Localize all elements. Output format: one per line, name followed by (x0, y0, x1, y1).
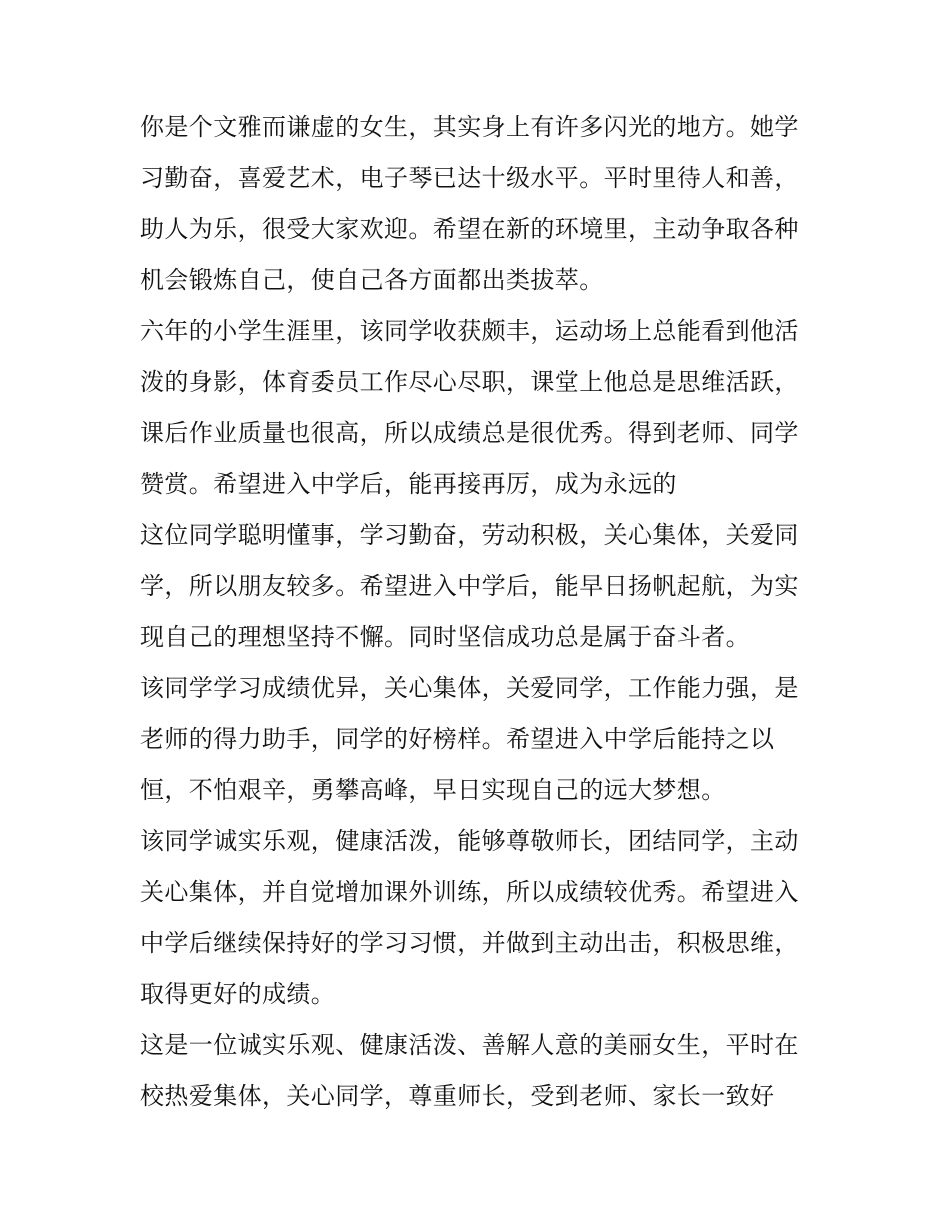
text-line: 关心集体，并自觉增加课外训练，所以成绩较优秀。希望进入 (140, 878, 799, 906)
text-line: 机会锻炼自己，使自己各方面都出类拔萃。 (140, 266, 604, 294)
text-line: 该同学诚实乐观，健康活泼，能够尊敬师长，团结同学，主动 (140, 827, 799, 855)
paragraph-4 (140, 663, 840, 816)
document-body (140, 102, 840, 1122)
paragraph-6 (140, 1020, 840, 1122)
text-line: 六年的小学生涯里，该同学收获颇丰，运动场上总能看到他活 (140, 317, 799, 345)
text-line: 现自己的理想坚持不懈。同时坚信成功总是属于奋斗者。 (140, 623, 750, 651)
paragraph-1 (140, 102, 840, 306)
text-line: 校热爱集体，关心同学，尊重师长，受到老师、家长一致好 (140, 1082, 775, 1110)
text-line: 该同学学习成绩优异，关心集体，关爱同学，工作能力强，是 (140, 674, 799, 702)
text-line: 这是一位诚实乐观、健康活泼、善解人意的美丽女生，平时在 (140, 1031, 799, 1059)
text-line: 取得更好的成绩。 (140, 980, 336, 1008)
text-line: 这位同学聪明懂事，学习勤奋，劳动积极，关心集体，关爱同 (140, 521, 799, 549)
text-line: 中学后继续保持好的学习习惯，并做到主动出击，积极思维， (140, 929, 799, 957)
paragraph-5 (140, 816, 840, 1020)
text-line: 泼的身影，体育委员工作尽心尽职，课堂上他总是思维活跃， (140, 368, 799, 396)
paragraph-3 (140, 510, 840, 663)
text-line: 你是个文雅而谦虚的女生，其实身上有许多闪光的地方。她学 (140, 113, 799, 141)
text-line: 赞赏。希望进入中学后，能再接再厉，成为永远的 (140, 470, 677, 498)
text-line: 学，所以朋友较多。希望进入中学后，能早日扬帆起航，为实 (140, 572, 799, 600)
paragraph-2 (140, 306, 840, 510)
text-line: 恒，不怕艰辛，勇攀高峰，早日实现自己的远大梦想。 (140, 776, 726, 804)
text-line: 习勤奋，喜爱艺术，电子琴已达十级水平。平时里待人和善， (140, 164, 799, 192)
text-line: 课后作业质量也很高，所以成绩总是很优秀。得到老师、同学 (140, 419, 799, 447)
text-line: 老师的得力助手，同学的好榜样。希望进入中学后能持之以 (140, 725, 775, 753)
text-line: 助人为乐，很受大家欢迎。希望在新的环境里，主动争取各种 (140, 215, 799, 243)
